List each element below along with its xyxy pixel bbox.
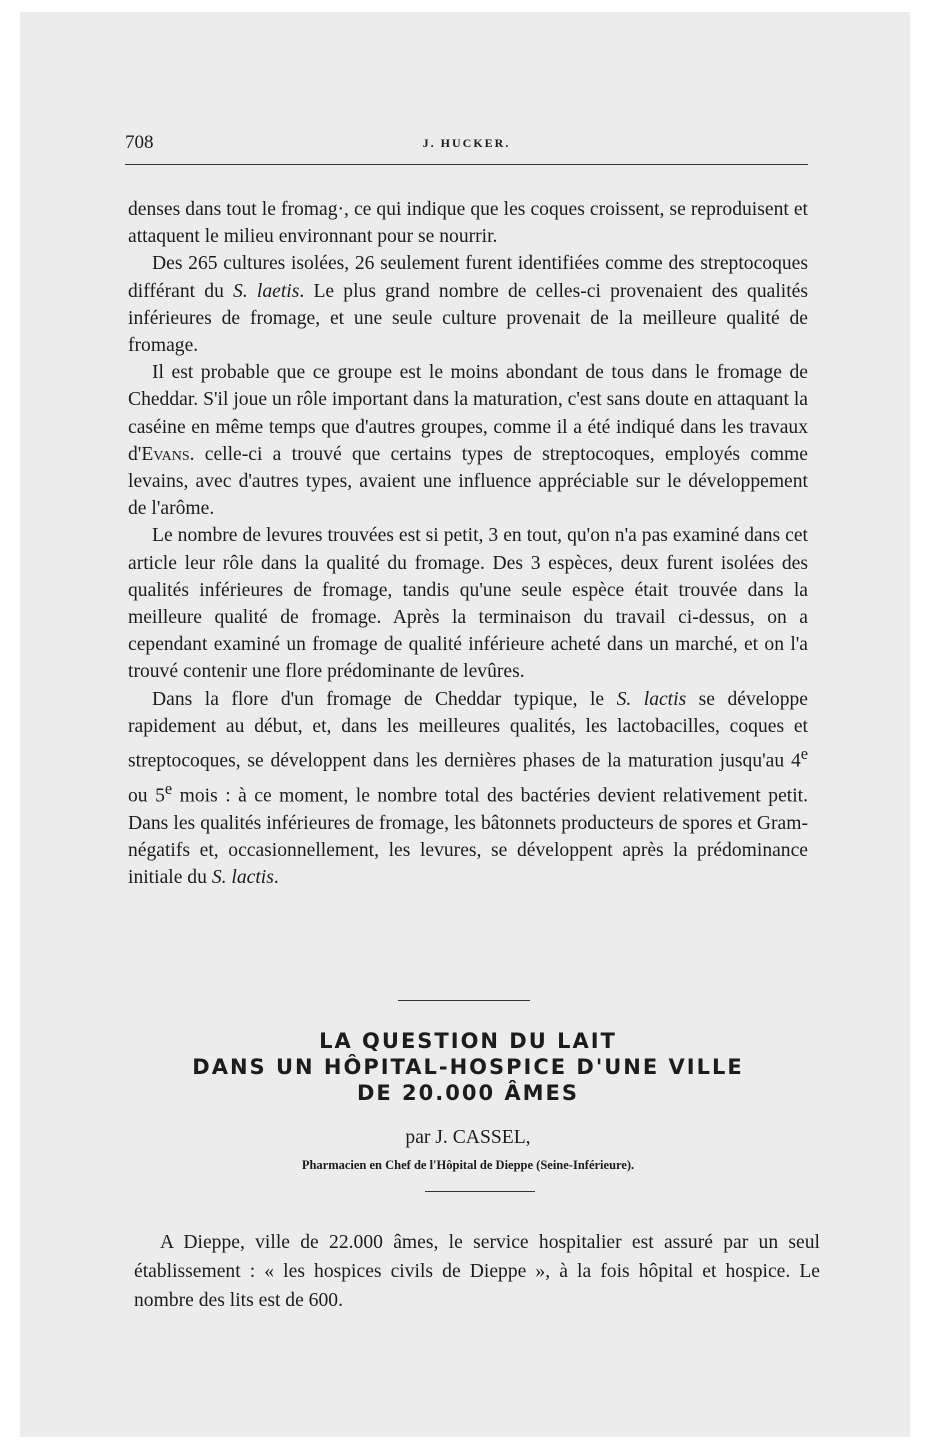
intro-paragraph: A Dieppe, ville de 22.000 âmes, le service hospitalier est assuré par un seul établissement : « les hospices civils de Dieppe », à la fois hôpital et hospice. Le nombre des lits est de 600.: [134, 1232, 820, 1311]
page-number: 708: [125, 132, 154, 153]
article-author: par J. CASSEL,: [405, 1127, 531, 1148]
section-separator: [398, 1000, 530, 1001]
paragraph-4: Le nombre de levures trouvées est si petit, 3 en tout, qu'on n'a pas examiné dans cet article leur rôle dans la qualité du fromage. Des 3 espèces, deux furent isolées des qualités inférieures de fromage, tandis qu'une seule espèce était trouvée dans la meilleure qualité de fromage. Après la terminaison du travail ci-dessus, on a cependant examiné un fromage de qualité inférieure acheté dans un marché, et on l'a trouvé contenir une flore prédominante de levûres.: [128, 525, 808, 683]
running-head: J. HUCKER.: [422, 136, 511, 150]
paragraph-5: Dans la flore d'un fromage de Cheddar typique, le S. lactis se développe rapidement au début, et, dans les meilleures qualités, les lactobacilles, coques et streptocoques, se développent dans les dernières phases de la maturation jusqu'au 4e ou 5e mois : à ce moment, le nombre total des bactéries devient relativement petit. Dans les qualités inférieures de fromage, les bâtonnets producteurs de spores et Gram-négatifs et, occasionnellement, les levures, se développent après la prédominance initiale du S. lactis.: [128, 688, 808, 888]
species-name: S. lactis: [616, 688, 687, 710]
body-text: [128, 196, 808, 891]
title-line-2: DANS UN HÔPITAL-HOSPICE D'UNE VILLE: [192, 1055, 744, 1079]
paragraph-3: Il est probable que ce groupe est le moins abondant de tous dans le fromage de Cheddar. S'il joue un rôle important dans la maturation, c'est sans doute en attaquant la caséine en même temps que d'autres groupes, comme il a été indiqué dans les travaux d'Evans. celle-ci a trouvé que certains types de streptocoques, employés comme levains, avec d'autres types, avaient une influence appréciable sur le développement de l'arôme.: [128, 362, 808, 520]
header-rule: [125, 164, 808, 165]
author-affiliation: Pharmacien en Chef de l'Hôpital de Dieppe (Seine-Inférieure).: [301, 1158, 635, 1172]
author-citation: Evans: [141, 443, 190, 465]
species-name: S. laetis: [233, 280, 300, 302]
paragraph-2: Des 265 cultures isolées, 26 seulement furent identifiées comme des streptocoques différant du S. laetis. Le plus grand nombre de celles-ci provenaient des qualités inférieures de fromage, et une seule culture provenait de la meilleure qualité de fromage.: [128, 253, 808, 357]
author-separator: [425, 1191, 535, 1192]
species-name: S. lactis: [211, 866, 274, 888]
article-intro: [134, 1228, 820, 1315]
article-title: [128, 1028, 808, 1106]
title-line-1: LA QUESTION DU LAIT: [319, 1029, 617, 1053]
paragraph-1: denses dans tout le fromag·, ce qui indique que les coques croissent, se reproduisent et attaquent le milieu environnant pour se nourrir.: [128, 199, 808, 248]
page-header: [125, 132, 808, 156]
title-line-3: DE 20.000 ÂMES: [356, 1081, 580, 1105]
